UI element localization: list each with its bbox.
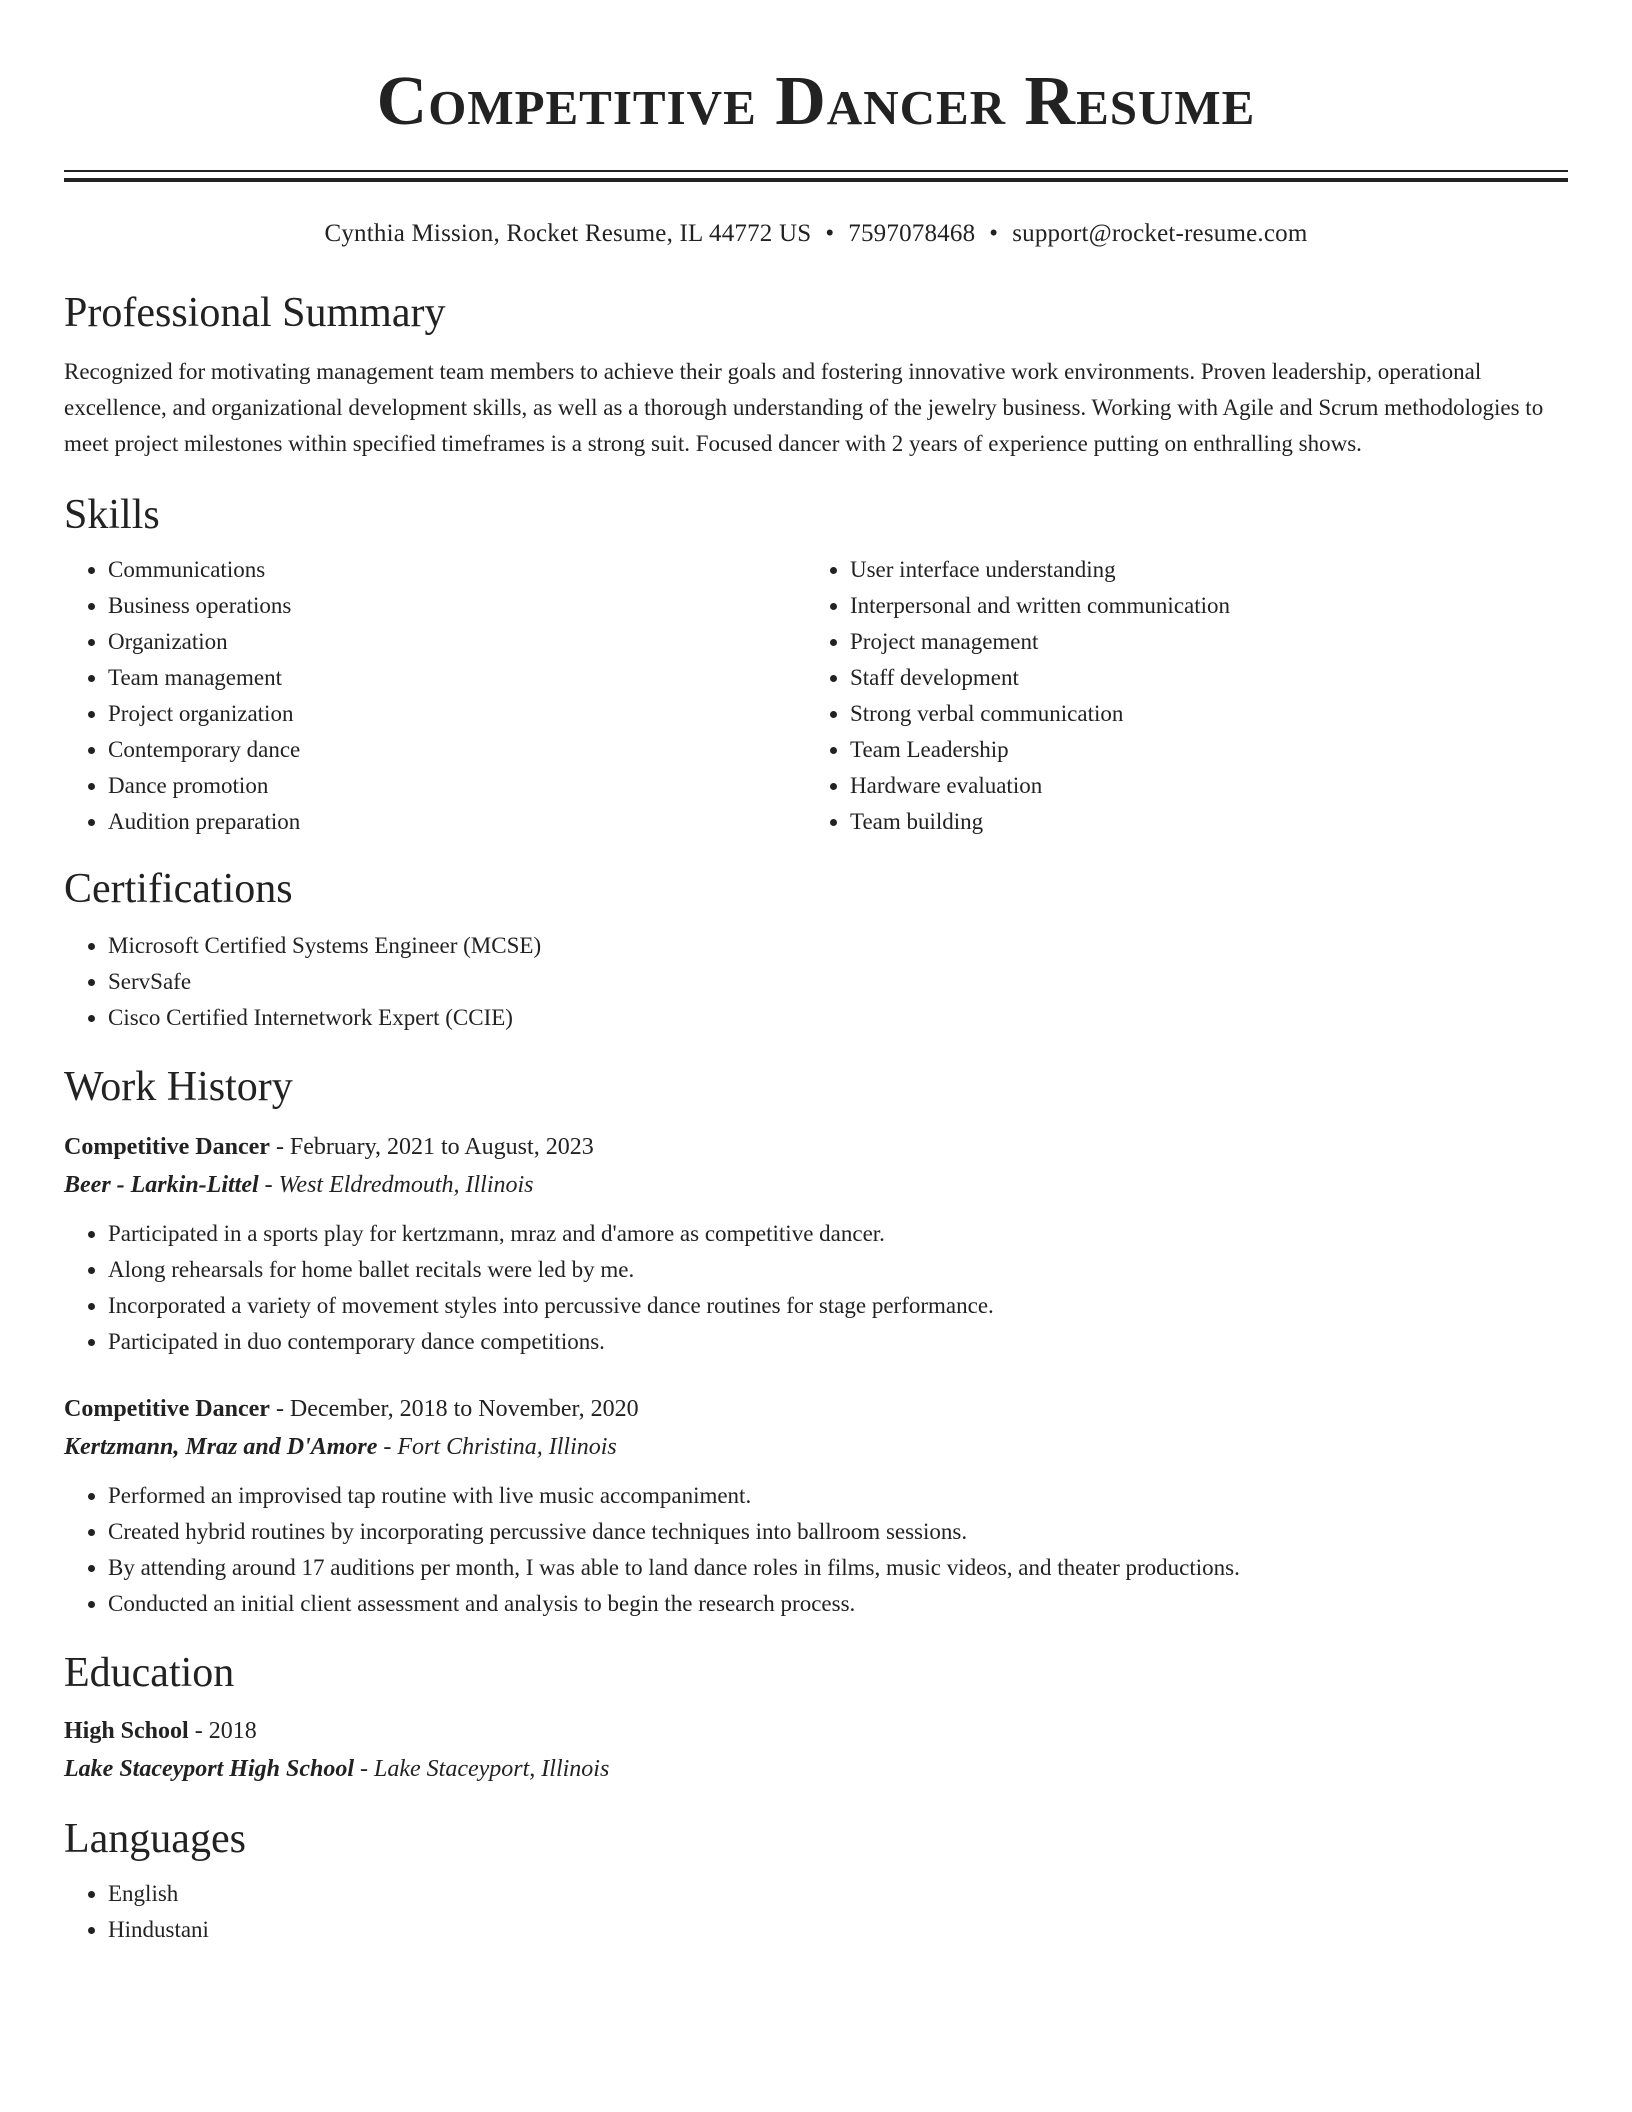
title-divider — [64, 170, 1568, 182]
education-school-line — [64, 1750, 1568, 1788]
job-duties-list — [64, 1478, 1568, 1622]
job-location: - Fort Christina, Illinois — [377, 1434, 617, 1460]
skills-grid — [64, 552, 1568, 840]
job-duty-item: • Incorporated a variety of movement styles into percussive dance routines for stage performance. — [108, 1288, 1568, 1324]
skills-list-left — [64, 552, 806, 840]
job-company: Beer - Larkin-Littel — [64, 1172, 259, 1198]
job-duty-item: • Along rehearsals for home ballet recitals were led by me. — [108, 1252, 1568, 1288]
education-school: Lake Staceyport High School — [64, 1756, 354, 1782]
education-degree-line — [64, 1712, 1568, 1750]
skills-list-right — [806, 552, 1548, 840]
job-duties-list — [64, 1216, 1568, 1360]
job-company-line — [64, 1428, 1568, 1466]
certification-item: • ServSafe — [108, 964, 1568, 1000]
education-entry — [64, 1712, 1568, 1788]
job-company: Kertzmann, Mraz and D'Amore — [64, 1434, 378, 1460]
skills-column-left — [64, 552, 806, 840]
skill-item: • Business operations — [108, 588, 806, 624]
certification-item: • Cisco Certified Internetwork Expert (CCIE) — [108, 1000, 1568, 1036]
job-duty-item: • Participated in duo contemporary dance competitions. — [108, 1324, 1568, 1360]
skill-item: • Project organization — [108, 696, 806, 732]
skill-item: • Staff development — [850, 660, 1548, 696]
contact-phone: 7597078468 — [848, 220, 976, 247]
summary-heading: Professional Summary — [64, 290, 446, 336]
skill-item: • Project management — [850, 624, 1548, 660]
contact-separator: • — [825, 220, 835, 247]
skill-item: • Strong verbal communication — [850, 696, 1548, 732]
job-role: Competitive Dancer — [64, 1396, 270, 1422]
job-duty-item: • By attending around 17 auditions per month, I was able to land dance roles in films, music videos, and theater productions. — [108, 1550, 1568, 1586]
skill-item: • Audition preparation — [108, 804, 806, 840]
skill-item: • User interface understanding — [850, 552, 1548, 588]
skill-item: • Interpersonal and written communication — [850, 588, 1548, 624]
skill-item: • Hardware evaluation — [850, 768, 1548, 804]
languages-list — [64, 1876, 1568, 1948]
language-item: • Hindustani — [108, 1912, 1568, 1948]
contact-separator: • — [989, 220, 999, 247]
skill-item: • Organization — [108, 624, 806, 660]
certifications-list — [64, 928, 1568, 1036]
language-item: • English — [108, 1876, 1568, 1912]
contact-line — [64, 218, 1568, 250]
skill-item: • Team Leadership — [850, 732, 1548, 768]
job-role: Competitive Dancer — [64, 1134, 270, 1160]
skill-item: • Team management — [108, 660, 806, 696]
job-dates: - February, 2021 to August, 2023 — [269, 1134, 594, 1160]
certifications-heading: Certifications — [64, 866, 293, 912]
contact-address: Cynthia Mission, Rocket Resume, IL 44772 US — [324, 220, 812, 247]
job-duty-item: • Participated in a sports play for kertzmann, mraz and d'amore as competitive dancer. — [108, 1216, 1568, 1252]
job-duty-item: • Performed an improvised tap routine with live music accompaniment. — [108, 1478, 1568, 1514]
skill-item: • Contemporary dance — [108, 732, 806, 768]
job-entry — [64, 1390, 1568, 1622]
skills-column-right — [806, 552, 1548, 840]
job-entry — [64, 1128, 1568, 1360]
education-location: - Lake Staceyport, Illinois — [354, 1756, 610, 1782]
languages-heading: Languages — [64, 1816, 246, 1862]
certification-item: • Microsoft Certified Systems Engineer (MCSE) — [108, 928, 1568, 964]
summary-text: Recognized for motivating management team members to achieve their goals and fostering innovative work environments. Proven leadership, operational excellence, and organizational development skills, as well as a thorough understanding of the jewelry business. Working with Agile and Scrum methodologies to meet project milestones within specified timeframes is a strong suit. Focused dancer with 2 years of experience putting on enthralling shows. — [64, 359, 1544, 456]
work-history-heading: Work History — [64, 1064, 293, 1110]
contact-email: support@rocket-resume.com — [1012, 220, 1308, 247]
job-dates: - December, 2018 to November, 2020 — [269, 1396, 639, 1422]
resume-title: Competitive Dancer Resume — [376, 63, 1256, 140]
education-heading: Education — [64, 1650, 235, 1696]
skill-item: • Dance promotion — [108, 768, 806, 804]
job-title-line — [64, 1128, 1568, 1166]
job-company-line — [64, 1166, 1568, 1204]
job-duty-item: • Conducted an initial client assessment and analysis to begin the research process. — [108, 1586, 1568, 1622]
job-title-line — [64, 1390, 1568, 1428]
education-year: - 2018 — [188, 1718, 257, 1744]
job-location: - West Eldredmouth, Illinois — [258, 1172, 534, 1198]
skill-item: • Communications — [108, 552, 806, 588]
education-degree: High School — [64, 1718, 189, 1744]
skills-heading: Skills — [64, 492, 160, 538]
job-duty-item: • Created hybrid routines by incorporating percussive dance techniques into ballroom sessions. — [108, 1514, 1568, 1550]
skill-item: • Team building — [850, 804, 1548, 840]
